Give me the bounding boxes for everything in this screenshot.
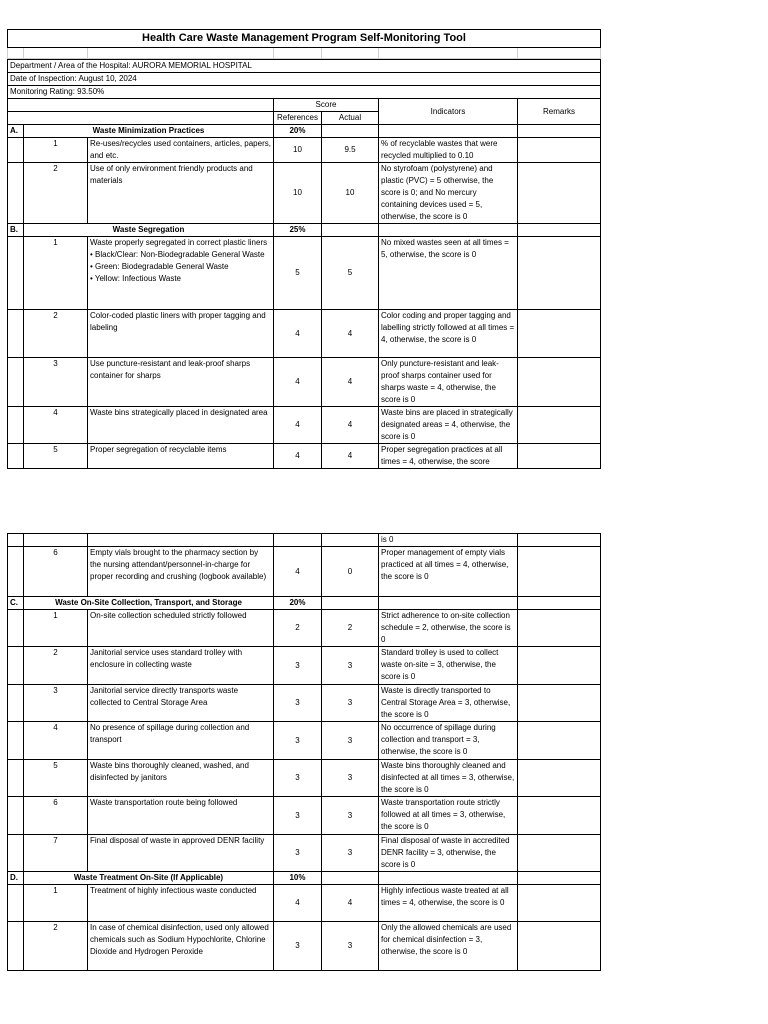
actual-header: Actual xyxy=(322,112,379,125)
liner-bullet: • Yellow: Infectious Waste xyxy=(90,274,181,283)
section-weight: 20% xyxy=(274,597,322,610)
table-row: 4 No presence of spillage during collection and transport 3 3 No occurrence of spillage during collection and transport = 3, otherwise, the score is 0 xyxy=(8,722,601,760)
section-header-a: A. Waste Minimization Practices 20% xyxy=(8,125,601,138)
table-row: 2 In case of chemical disinfection, used only allowed chemicals such as Sodium Hypochlorite, Chlorine Dioxide and Hydrogen Peroxide 3 3 Only the allowed chemicals are used for chemical disinfection = 3, otherwise, the score is 0 xyxy=(8,922,601,971)
table-row: 5 Proper segregation of recyclable items 4 4 Proper segregation practices at all times = 4, otherwise, the score xyxy=(8,444,601,469)
monitoring-rating-field: Monitoring Rating: 93.50% xyxy=(8,86,601,99)
table-row: 1 Re-uses/recycles used containers, articles, papers, and etc. 10 9.5 % of recyclable wastes that were recycled multiplied to 0.10 xyxy=(8,138,601,163)
section-header-d: D. Waste Treatment On-Site (If Applicable) 10% xyxy=(8,872,601,885)
department-field: Department / Area of the Hospital: AURORA MEMORIAL HOSPITAL xyxy=(8,60,601,73)
table-row: 4 Waste bins strategically placed in designated area 4 4 Waste bins are placed in strategically designated areas = 4, otherwise, the score is 0 xyxy=(8,407,601,444)
section-weight: 25% xyxy=(274,224,322,237)
inspection-date-field: Date of Inspection: August 10, 2024 xyxy=(8,73,601,86)
title-block xyxy=(7,29,601,59)
table-row: 1 Treatment of highly infectious waste conducted 4 4 Highly infectious waste treated at all times = 4, otherwise, the score is 0 xyxy=(8,885,601,922)
table-row: 3 Janitorial service directly transports waste collected to Central Storage Area 3 3 Waste is directly transported to Central Storage Area = 3, otherwise, the score is 0 xyxy=(8,685,601,722)
remarks-header: Remarks xyxy=(518,99,601,125)
section-title: Waste Treatment On-Site (If Applicable) xyxy=(24,872,274,885)
table-row: 2 Use of only environment friendly products and materials 10 10 No styrofoam (polystyrene) and plastic (PVC) = 5 otherwise, the score is 0; and No mercury containing devices used = 5, otherwise, the score is 0 xyxy=(8,163,601,224)
monitoring-table-page2 xyxy=(7,533,601,971)
references-header: References xyxy=(274,112,322,125)
page-title: Health Care Waste Management Program Self-Monitoring Tool xyxy=(8,30,601,48)
section-title: Waste Segregation xyxy=(24,224,274,237)
table-row: 3 Use puncture-resistant and leak-proof sharps container for sharps 4 4 Only puncture-resistant and leak-proof sharps container used for sharps waste = 4, otherwise, the score is 0 xyxy=(8,358,601,407)
table-row: 6 Waste transportation route being followed 3 3 Waste transportation route strictly followed at all times = 3, otherwise, the score is 0 xyxy=(8,797,601,835)
section-header-c: C. Waste On-Site Collection, Transport, and Storage 20% xyxy=(8,597,601,610)
liner-bullet: • Black/Clear: Non-Biodegradable General Waste xyxy=(90,250,265,259)
table-row: 2 Color-coded plastic liners with proper tagging and labeling 4 4 Color coding and proper tagging and labelling strictly followed at all times = 4, otherwise, the score is 0 xyxy=(8,310,601,358)
section-header-b: B. Waste Segregation 25% xyxy=(8,224,601,237)
table-row: 1 Waste properly segregated in correct plastic liners • Black/Clear: Non-Biodegradable General Waste • Green: Biodegradable General Waste • Yellow: Infectious Waste 5 5 No mixed wastes seen at all times = 5, otherwise, the score is 0 xyxy=(8,237,601,310)
liner-bullet: • Green: Biodegradable General Waste xyxy=(90,262,229,271)
table-row: is 0 xyxy=(8,534,601,547)
table-row: 6 Empty vials brought to the pharmacy section by the nursing attendant/personnel-in-charge for proper recording and crushing (logbook available) 4 0 Proper management of empty vials practiced at all times = 4, otherwise, the score is 0 xyxy=(8,547,601,597)
section-title: Waste Minimization Practices xyxy=(24,125,274,138)
table-row: 7 Final disposal of waste in approved DENR facility 3 3 Final disposal of waste in accredited DENR facility = 3, otherwise, the score is 0 xyxy=(8,835,601,872)
table-row: 1 On-site collection scheduled strictly followed 2 2 Strict adherence to on-site collection schedule = 2, otherwise, the score is 0 xyxy=(8,610,601,647)
score-header: Score xyxy=(274,99,379,112)
section-weight: 10% xyxy=(274,872,322,885)
section-weight: 20% xyxy=(274,125,322,138)
monitoring-table-page1 xyxy=(7,59,601,469)
section-title: Waste On-Site Collection, Transport, and Storage xyxy=(24,597,274,610)
table-row: 5 Waste bins thoroughly cleaned, washed, and disinfected by janitors 3 3 Waste bins thoroughly cleaned and disinfected at all times = 3, otherwise, the score is 0 xyxy=(8,760,601,797)
indicators-header: Indicators xyxy=(379,99,518,125)
table-row: 2 Janitorial service uses standard trolley with enclosure in collecting waste 3 3 Standard trolley is used to collect waste on-site = 3, otherwise, the score is 0 xyxy=(8,647,601,685)
